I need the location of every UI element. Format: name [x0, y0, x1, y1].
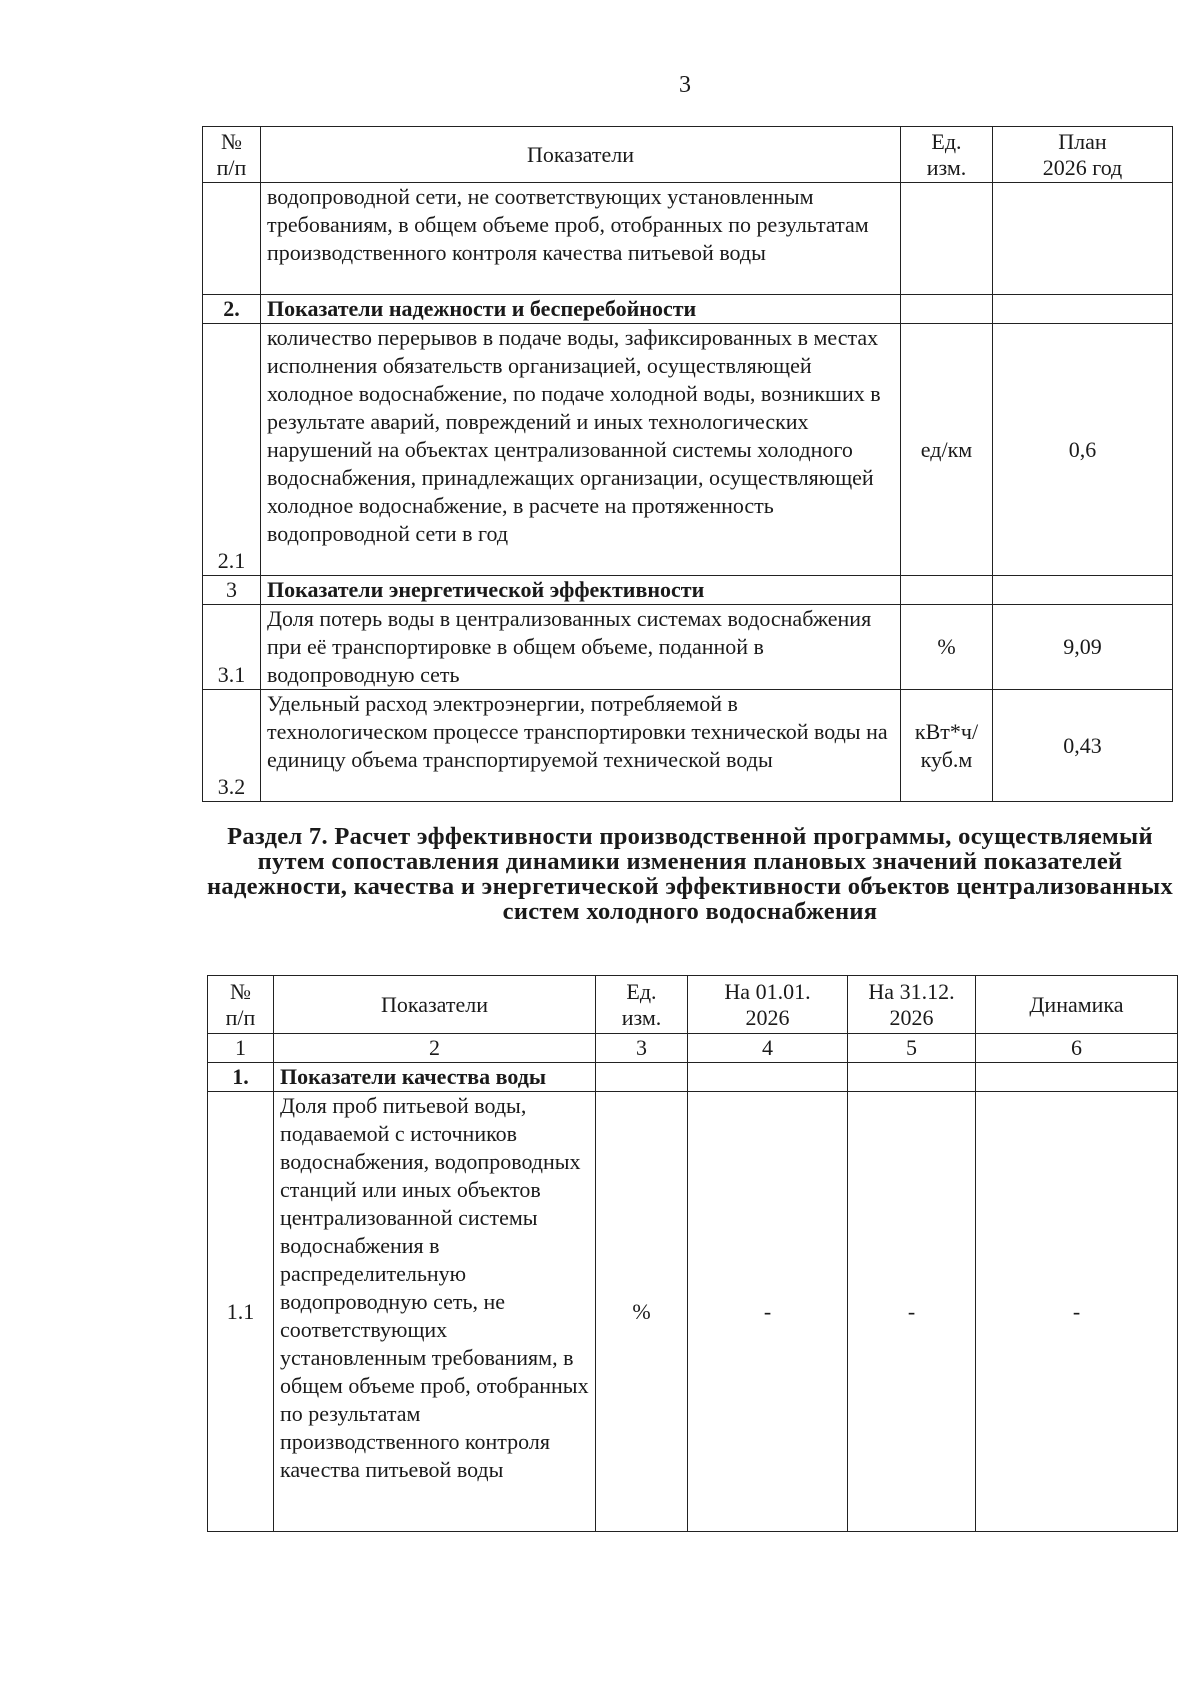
row-unit: % — [901, 605, 993, 690]
row-value: 0,43 — [993, 690, 1173, 802]
col-dynamics-header: Динамика — [976, 976, 1178, 1034]
page-number: 3 — [679, 72, 691, 98]
col-number: 6 — [976, 1034, 1178, 1063]
row-text: Показатели надежности и бесперебойности — [261, 295, 901, 324]
row-text: Удельный расход электроэнергии, потребляемой в технологическом процессе транспортировки технической воды на единицу объема транспортируемой технической воды — [261, 690, 901, 802]
col-indicator-header: Показатели — [261, 127, 901, 183]
col-unit-header: Ед. изм. — [596, 976, 688, 1034]
col-num-header: № п/п — [203, 127, 261, 183]
column-number-row — [208, 1034, 1178, 1063]
table-row — [208, 1063, 1178, 1092]
row-start — [688, 1063, 848, 1092]
row-unit — [901, 576, 993, 605]
table-header-row — [203, 127, 1173, 183]
efficiency-dynamics-table — [207, 975, 1178, 1532]
row-num: 3.2 — [203, 690, 261, 802]
row-text: Показатели энергетической эффективности — [261, 576, 901, 605]
row-num: 3.1 — [203, 605, 261, 690]
row-num: 1. — [208, 1063, 274, 1092]
row-unit — [901, 295, 993, 324]
row-dynamics: - — [976, 1092, 1178, 1532]
row-text: количество перерывов в подаче воды, зафиксированных в местах исполнения обязательств организацией, осуществляющей холодное водоснабжение, по подаче холодной воды, возникших в результате аварий, повреждений и иных технологических нарушений на объектах централизованной системы холодного водоснабжения, принадлежащих организации, осуществляющей холодное водоснабжение, в расчете на протяженность водопроводной сети в год — [261, 324, 901, 576]
section-title: Раздел 7. Расчет эффективности производственной программы, осуществляемый путем сопоставления динамики изменения плановых значений показателей надежности, качества и энергетической эффективности объектов централизованных систем холодного водоснабжения — [206, 823, 1173, 925]
row-num: 3 — [203, 576, 261, 605]
row-unit: % — [596, 1092, 688, 1532]
row-unit: ед/км — [901, 324, 993, 576]
row-num: 2.1 — [203, 324, 261, 576]
col-end-header: На 31.12. 2026 — [848, 976, 976, 1034]
row-value: 0,6 — [993, 324, 1173, 576]
col-num-header: № п/п — [208, 976, 274, 1034]
row-value — [993, 295, 1173, 324]
table-row — [203, 183, 1173, 295]
col-number: 1 — [208, 1034, 274, 1063]
row-value: 9,09 — [993, 605, 1173, 690]
row-text: Доля проб питьевой воды, подаваемой с источников водоснабжения, водопроводных станций или иных объектов централизованной системы водоснабжения в распределительную водопроводную сеть, не соответствующих установленным требованиям, в общем объеме проб, отобранных по результатам производственного контроля качества питьевой воды — [274, 1092, 596, 1532]
col-number: 4 — [688, 1034, 848, 1063]
row-unit — [901, 183, 993, 295]
table-row — [203, 576, 1173, 605]
row-unit: кВт*ч/ куб.м — [901, 690, 993, 802]
row-value — [993, 183, 1173, 295]
col-indicator-header: Показатели — [274, 976, 596, 1034]
table-row — [203, 605, 1173, 690]
table-row — [203, 295, 1173, 324]
row-num: 2. — [203, 295, 261, 324]
row-value — [993, 576, 1173, 605]
indicators-plan-table — [202, 126, 1173, 802]
table-header-row — [208, 976, 1178, 1034]
col-number: 5 — [848, 1034, 976, 1063]
row-start: - — [688, 1092, 848, 1532]
table-row — [203, 324, 1173, 576]
row-text: Доля потерь воды в централизованных системах водоснабжения при её транспортировке в общем объеме, поданной в водопроводную сеть — [261, 605, 901, 690]
row-text: Показатели качества воды — [274, 1063, 596, 1092]
row-end — [848, 1063, 976, 1092]
row-num: 1.1 — [208, 1092, 274, 1532]
col-number: 3 — [596, 1034, 688, 1063]
row-text: водопроводной сети, не соответствующих установленным требованиям, в общем объеме проб, отобранных по результатам производственного контроля качества питьевой воды — [261, 183, 901, 295]
row-unit — [596, 1063, 688, 1092]
row-dynamics — [976, 1063, 1178, 1092]
table-row — [203, 690, 1173, 802]
table-row — [208, 1092, 1178, 1532]
col-number: 2 — [274, 1034, 596, 1063]
col-unit-header: Ед. изм. — [901, 127, 993, 183]
col-plan-header: План 2026 год — [993, 127, 1173, 183]
row-num — [203, 183, 261, 295]
row-end: - — [848, 1092, 976, 1532]
col-start-header: На 01.01. 2026 — [688, 976, 848, 1034]
